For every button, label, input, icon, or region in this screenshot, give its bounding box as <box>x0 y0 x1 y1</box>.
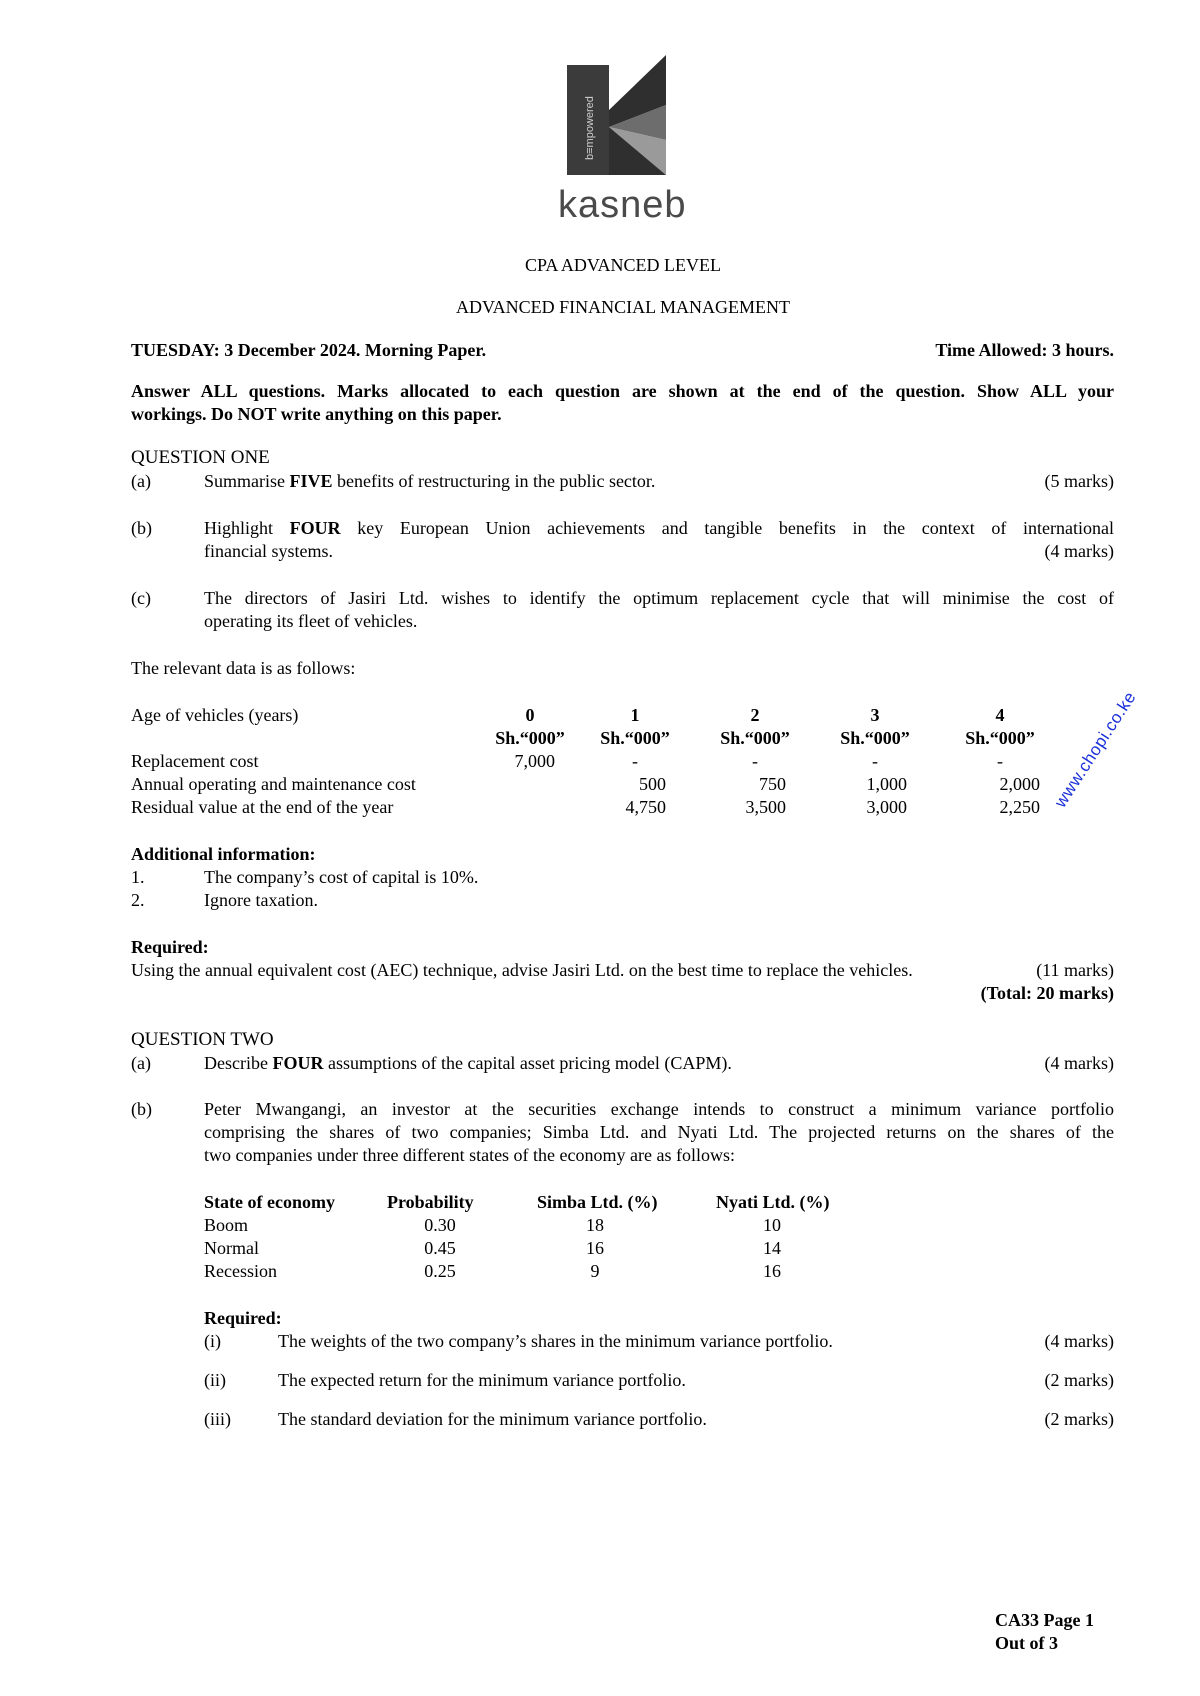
cell: 4,750 <box>625 797 666 817</box>
q2-req-ii-num: (ii) <box>204 1370 226 1390</box>
additional-info-title: Additional information: <box>131 844 316 864</box>
exam-level: CPA ADVANCED LEVEL <box>524 255 722 275</box>
q1b-bold: FOUR <box>289 518 341 538</box>
unit-3: Sh.“000” <box>840 728 910 748</box>
additional-1-text: The company’s cost of capital is 10%. <box>204 867 479 887</box>
econ-header-nyati: Nyati Ltd. (%) <box>716 1192 830 1212</box>
q2-req-i-text: The weights of the two company’s shares in the minimum variance portfolio. <box>278 1331 833 1351</box>
cell: 500 <box>639 774 666 794</box>
cell: - <box>632 751 638 771</box>
additional-2-text: Ignore taxation. <box>204 890 318 910</box>
q1-required-marks: (11 marks) <box>1036 960 1114 980</box>
q2a-post: assumptions of the capital asset pricing model (CAPM). <box>323 1053 732 1073</box>
unit-2: Sh.“000” <box>720 728 790 748</box>
cell: - <box>997 751 1003 771</box>
econ-cell: Recession <box>204 1261 277 1281</box>
q1b-label: (b) <box>131 518 152 538</box>
q2a-pre: Describe <box>204 1053 273 1073</box>
q2b-text-line-3: two companies under three different states of the economy are as follows: <box>204 1145 735 1165</box>
q2-req-iii-marks: (2 marks) <box>1044 1409 1114 1429</box>
logo-tagline: b≡mpowered <box>584 96 596 160</box>
econ-cell: 16 <box>586 1238 604 1258</box>
cell: 3,500 <box>745 797 786 817</box>
year-0: 0 <box>525 705 535 725</box>
q1b-marks: (4 marks) <box>1044 541 1114 561</box>
q1a-pre: Summarise <box>204 471 290 491</box>
q1b-text-line-2: financial systems. <box>204 541 333 561</box>
unit-4: Sh.“000” <box>965 728 1035 748</box>
econ-header-state: State of economy <box>204 1192 335 1212</box>
cell: 3,000 <box>866 797 907 817</box>
econ-cell: 9 <box>590 1261 600 1281</box>
q1a-text <box>204 470 655 493</box>
exam-date: TUESDAY: 3 December 2024. Morning Paper. <box>131 340 487 360</box>
q2-req-ii-marks: (2 marks) <box>1044 1370 1114 1390</box>
econ-cell: Boom <box>204 1215 249 1235</box>
footer-page: CA33 Page 1 <box>995 1610 1094 1630</box>
econ-header-simba: Simba Ltd. (%) <box>537 1192 658 1212</box>
age-row-label: Age of vehicles (years) <box>131 705 299 725</box>
q2-req-i-num: (i) <box>204 1331 221 1351</box>
q1-total: (Total: 20 marks) <box>980 983 1114 1003</box>
footer-out-of: Out of 3 <box>995 1633 1058 1653</box>
q1b-post: key European Union achievements and tangible benefits in the context of international <box>340 518 1114 538</box>
q1c-label: (c) <box>131 588 151 608</box>
econ-cell: 16 <box>763 1261 781 1281</box>
row-replacement-label: Replacement cost <box>131 751 259 771</box>
q2a-label: (a) <box>131 1053 151 1073</box>
logo-brand-text: kasneb <box>558 184 687 226</box>
q2a-marks: (4 marks) <box>1044 1053 1114 1073</box>
year-2: 2 <box>750 705 760 725</box>
cell: 750 <box>759 774 786 794</box>
watermark-link[interactable]: www.chopi.co.ke <box>1050 688 1140 811</box>
q2a-bold: FOUR <box>272 1053 324 1073</box>
q1-relevant-data: The relevant data is as follows: <box>131 658 356 678</box>
instructions <box>131 380 1114 425</box>
q1-required-text: Using the annual equivalent cost (AEC) technique, advise Jasiri Ltd. on the best time to replace the vehicles. <box>131 960 913 980</box>
q2b-text-line-1: Peter Mwangangi, an investor at the securities exchange intends to construct a minimum variance portfolio <box>204 1099 1114 1119</box>
kasneb-logo <box>560 55 690 235</box>
q2-req-iii-text: The standard deviation for the minimum variance portfolio. <box>278 1409 707 1429</box>
q2b-label: (b) <box>131 1099 152 1119</box>
instructions-line-2: workings. Do NOT write anything on this paper. <box>131 403 502 424</box>
econ-cell: 14 <box>763 1238 781 1258</box>
q1a-label: (a) <box>131 471 151 491</box>
additional-2-num: 2. <box>131 890 145 910</box>
paper-title: ADVANCED FINANCIAL MANAGEMENT <box>456 297 790 317</box>
econ-cell: 0.25 <box>424 1261 456 1281</box>
q1c-text-line-2: operating its fleet of vehicles. <box>204 611 418 631</box>
q1c-text-line-1: The directors of Jasiri Ltd. wishes to identify the optimum replacement cycle that will minimise the cost of <box>204 588 1114 608</box>
row-residual-label: Residual value at the end of the year <box>131 797 394 817</box>
q1a-marks: (5 marks) <box>1044 471 1114 491</box>
q1b-text <box>204 517 1114 540</box>
year-4: 4 <box>995 705 1005 725</box>
unit-0: Sh.“000” <box>495 728 565 748</box>
econ-cell: Normal <box>204 1238 259 1258</box>
q2a-text <box>204 1052 732 1075</box>
instructions-line-1: Answer ALL questions. Marks allocated to each question are shown at the end of the question. Show ALL your <box>131 381 1114 401</box>
q2-req-iii-num: (iii) <box>204 1409 231 1429</box>
cell: 1,000 <box>866 774 907 794</box>
q2-required-title: Required: <box>204 1308 282 1328</box>
q1-required-title: Required: <box>131 937 209 957</box>
cell: 2,250 <box>999 797 1040 817</box>
q2-req-ii-text: The expected return for the minimum variance portfolio. <box>278 1370 686 1390</box>
econ-cell: 0.30 <box>424 1215 456 1235</box>
cell: 7,000 <box>514 751 555 771</box>
q1a-bold: FIVE <box>289 471 333 491</box>
row-operating-label: Annual operating and maintenance cost <box>131 774 416 794</box>
time-allowed: Time Allowed: 3 hours. <box>935 340 1114 360</box>
cell: 2,000 <box>999 774 1040 794</box>
unit-1: Sh.“000” <box>600 728 670 748</box>
econ-cell: 10 <box>763 1215 781 1235</box>
q2-title: QUESTION TWO <box>131 1029 274 1050</box>
year-1: 1 <box>630 705 640 725</box>
econ-header-probability: Probability <box>387 1192 474 1212</box>
q1b-pre: Highlight <box>204 518 290 538</box>
q2-req-i-marks: (4 marks) <box>1044 1331 1114 1351</box>
q1a-post: benefits of restructuring in the public sector. <box>332 471 656 491</box>
year-3: 3 <box>870 705 880 725</box>
additional-1-num: 1. <box>131 867 145 887</box>
cell: - <box>872 751 878 771</box>
q1-title: QUESTION ONE <box>131 447 270 468</box>
econ-cell: 0.45 <box>424 1238 456 1258</box>
econ-cell: 18 <box>586 1215 604 1235</box>
q2b-text-line-2: comprising the shares of two companies; Simba Ltd. and Nyati Ltd. The projected returns on the shares of the <box>204 1122 1114 1142</box>
cell: - <box>752 751 758 771</box>
